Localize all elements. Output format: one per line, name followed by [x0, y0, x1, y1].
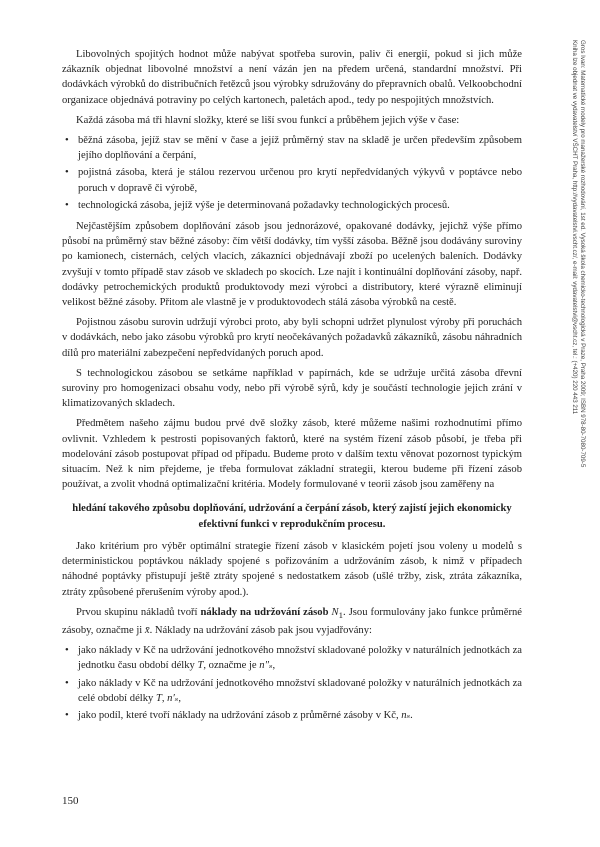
- bullet-icon: •: [65, 710, 69, 722]
- paragraph-8: Prvou skupinu nákladů tvoří náklady na udržování zásob $N_1$. Jsou formulovány jako funkce průměrné zásoby, označme ji x̄. Náklady na udržování zásob pak jsou vyjadřovány:: [62, 606, 522, 637]
- paragraph-2: Každá zásoba má tři hlavní složky, které se liší svou funkcí a průběhem jejich výše v čase:: [76, 114, 460, 126]
- list-item: • běžná zásoba, jejíž stav se mění v čase a jejíž průměrný stav na skladě je určen především způsobem jejího doplňování a čerpání,: [65, 135, 522, 162]
- list-item: • jako náklady v Kč na udržování jednotkového množství skladované položky v naturálních jednotkách za celé období délky T, n′ₛ,: [65, 677, 522, 704]
- section-heading: hledání takového způsobu doplňování, udržování a čerpání zásob, který zajistí jejich ekonomicky efektivní funkci v reprodukčním procesu.: [72, 503, 512, 530]
- paragraph-7: Jako kritérium pro výběr optimální strategie řízení zásob v klasickém pojetí jsou voleny u modelů s deterministickou poptávkou náklady spojené s pořizováním a udržováním zásob, k nimž v případech náhodné poptávky přistupují ještě ztráty spojené s nedostatkem zásob (ušlé tržby, zisk, ztráta zákazníka, ztráty způsobené přerušením výroby apod.).: [62, 540, 522, 598]
- body-text: [62, 47, 522, 729]
- list-item: • jako podíl, které tvoří náklady na udržování zásob z průměrné zásoby v Kč, nₛ.: [62, 708, 522, 723]
- costs-list: [62, 643, 522, 723]
- paragraph-6: Předmětem našeho zájmu budou prvé dvě složky zásob, které můžeme našimi rozhodnutími přímo ovlivnit. Vzhledem k pestrosti popisovaných faktorů, které na systém řízení zásob působí, je třeba při modelování zásob postupovat případ od případu. Budeme proto v dalším textu věnovat pozornost typickým situacím. Než k nim přejdeme, je třeba formulovat základní strategii, kterou budeme při řízení zásob používat, a zvolit vhodná optimalizační kritéria. Modely formulované v teorii zásob jsou zaměřeny na: [62, 418, 522, 491]
- paragraph-5: S technologickou zásobou se setkáme například v papírnách, kde se udržuje určitá zásoba dřevní suroviny pro homogenizaci obsahu vody, nebo při výrobě sýrů, kdy je součástí technologie jejich zrání v klimatizovaných skladech.: [62, 367, 522, 410]
- page-number: 150: [62, 795, 79, 807]
- side-note-line-1: Gros Ivan: Matematické modely pro manažerské rozhodování, 1st ed. Vysoká škola chemicko-technologická v Praze, Praha 2009; ISBN 978-80-7080-709-5: [579, 40, 586, 468]
- paragraph-3: Nejčastějším způsobem doplňování zásob jsou jednorázové, opakované dodávky, jejichž výše přímo působí na průměrný stav běžné zásoby: čím větší dodávky, tím vyšší zásoba. Běžně jsou dodávány suroviny po kamionech, cisternách, celých vlacích, zákazníci objednávají zboží po ucelených baleních. Dodávky zvyšují v tomto případě stav zásob ve skladech po skocích. Lze najít i kontinuální doplňování zásoby, např. dodávky petrochemických produktů produktovody mezi výrobci a distributory, které výrazně eliminují velikost běžné zásoby. Přitom ale vlastně je v produktovodech stálá zásoba výrobků na cestě.: [62, 221, 522, 309]
- list-item: • technologická zásoba, jejíž výše je determinovaná požadavky technologických procesů.: [62, 198, 522, 213]
- bullet-icon: •: [65, 135, 69, 147]
- components-list: [62, 133, 522, 213]
- bullet-icon: •: [65, 167, 69, 179]
- paragraph-1: Libovolných spojitých hodnot může nabývat spotřeba surovin, paliv či energií, pokud si jich může zákazník objednat libovolné množství a není vázán jen na předem určená, standardní množství. Při dodávkách výrobků do distribučních řetězců jsou výrobky sdružovány do přepravních obalů. Velkoobchodní organizace objednává potraviny po celých kartonech, paletách apod., tedy po nespojitých množstvích.: [62, 49, 522, 106]
- bullet-icon: •: [65, 199, 69, 211]
- side-note: [572, 40, 586, 600]
- list-item: • jako náklady v Kč na udržování jednotkového množství skladované položky v naturálních jednotkách za jednotku času období délky T, označme je n″ₛ,: [65, 645, 522, 672]
- bullet-icon: •: [65, 645, 69, 657]
- paragraph-4: Pojistnou zásobu surovin udržují výrobci proto, aby byli schopni udržet plynulost výroby při poruchách v dodávkách, nebo jako zásobu výrobků pro krytí neočekávaných požadavků zákazníků, zásobu náhradních dílů pro materiální zabezpečení nepředvídaných poruch apod.: [62, 317, 522, 359]
- side-note-line-2: Kniha lze objednat ve vydavatelství VŠCHT Praha, http://vydavatelstvi.vscht.cz/, e-mail: vydavatelstvi@vscht.cz, tel.: (+420) 220 443 211: [571, 40, 579, 415]
- bullet-icon: •: [65, 677, 69, 689]
- list-item: • pojistná zásoba, která je stálou rezervou určenou pro krytí nepředvídaných výkyvů v poptávce nebo poruch v dopravě či výrobě,: [65, 167, 522, 194]
